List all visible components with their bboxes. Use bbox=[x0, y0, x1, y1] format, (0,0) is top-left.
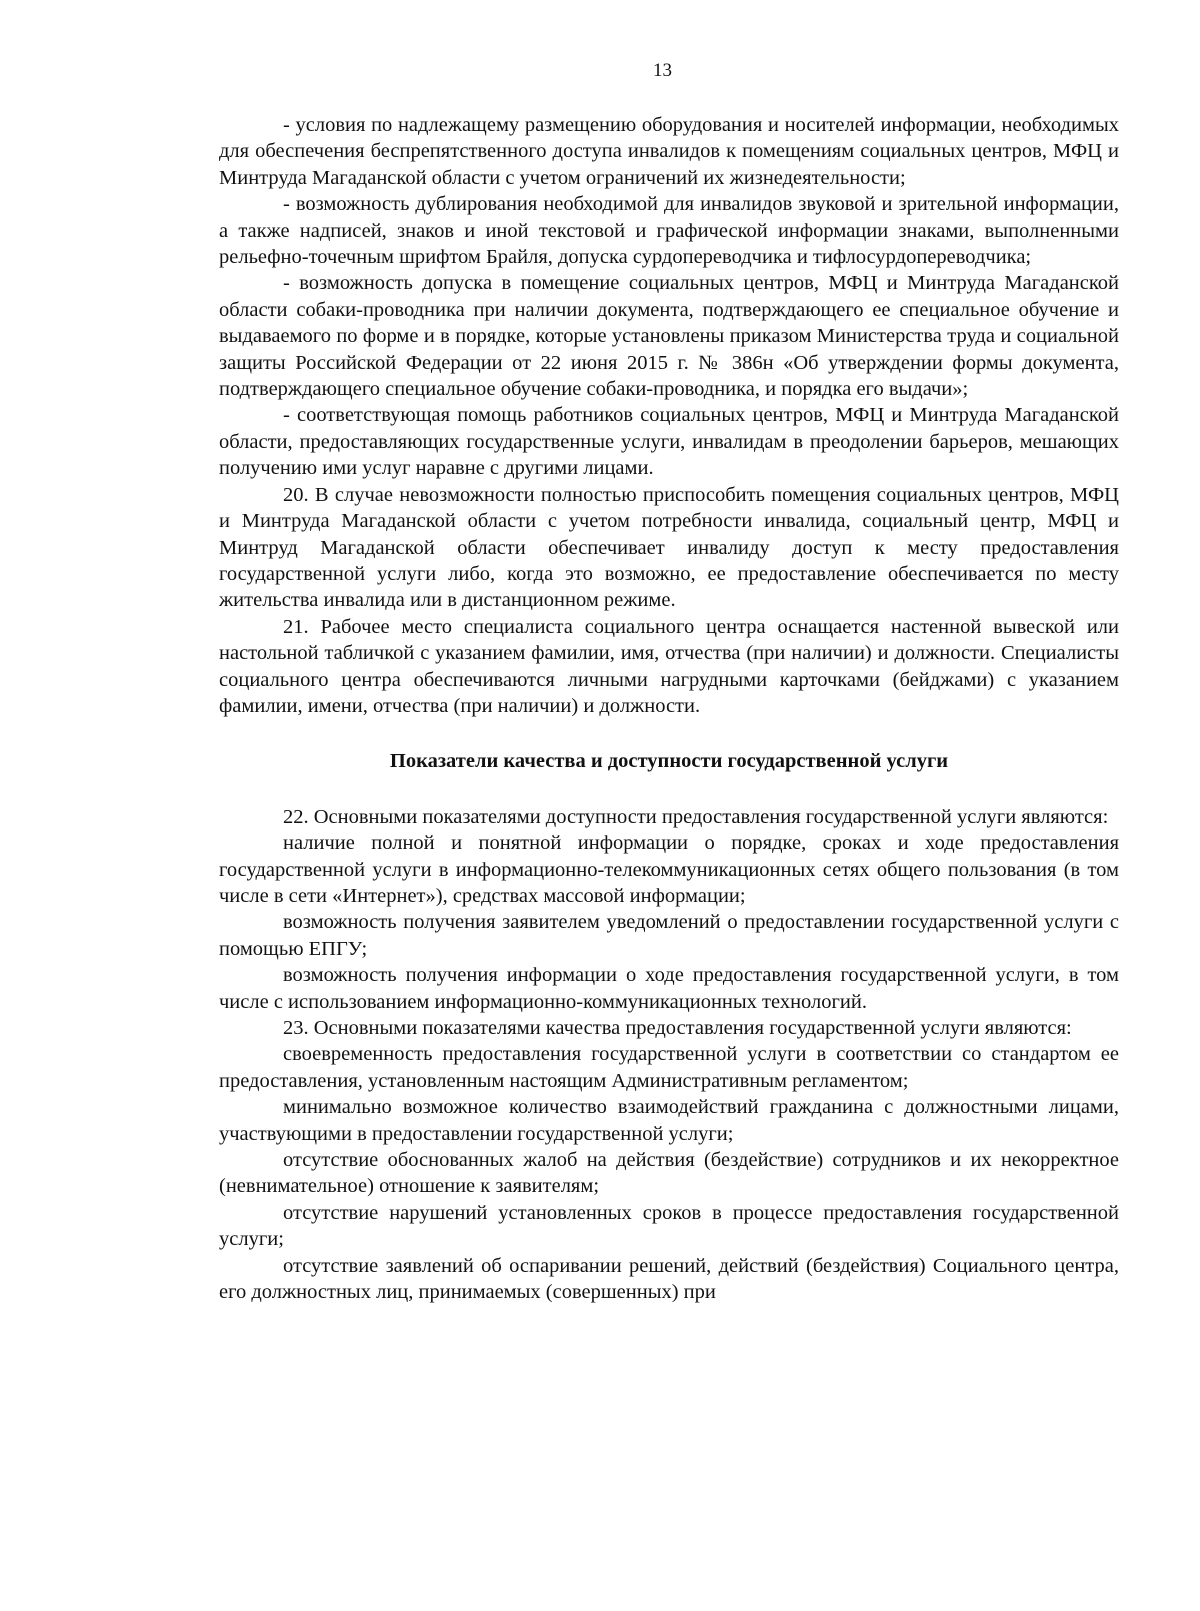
paragraph-timeliness: своевременность предоставления государственной услуги в соответствии со стандартом ее предоставления, установленным настоящим Административным регламентом; bbox=[219, 1043, 1119, 1092]
paragraph-guide-dog: - возможность допуска в помещение социальных центров, МФЦ и Минтруда Магаданской области собаки-проводника при наличии документа, подтверждающего ее специальное обучение и выдаваемого по форме и в порядке, которые установлены приказом Министерства труда и социальной защиты Российской Федерации от 22 июня 2015 г. № 386н «Об утверждении формы документа, подтверждающего специальное обучение собаки-проводника, и порядка его выдачи»; bbox=[219, 272, 1119, 401]
paragraph-duplication-braille: - возможность дублирования необходимой для инвалидов звуковой и зрительной информации, а также надписей, знаков и иной текстовой и графической информации знаками, выполненными рельефно-точечным шрифтом Брайля, допуска сурдопереводчика и тифлосурдопереводчика; bbox=[219, 193, 1119, 269]
page-number: 13 bbox=[653, 60, 672, 81]
paragraph-progress-information: возможность получения информации о ходе предоставления государственной услуги, в том числе с использованием информационно-коммуникационных технологий. bbox=[219, 964, 1119, 1013]
document-body bbox=[219, 112, 1119, 1305]
section-heading: Показатели качества и доступности государственной услуги bbox=[389, 750, 949, 773]
paragraph-epgu-notifications: возможность получения заявителем уведомлений о предоставлении государственной услуги с помощью ЕПГУ; bbox=[219, 911, 1119, 960]
paragraph-item-20: 20. В случае невозможности полностью приспособить помещения социальных центров, МФЦ и Минтруда Магаданской области с учетом потребности инвалида, социальный центр, МФЦ и Минтруд Магаданской области обеспечивает инвалиду доступ к месту предоставления государственной услуги либо, когда это возможно, ее предоставление обеспечивается по месту жительства инвалида или в дистанционном режиме. bbox=[219, 483, 1119, 612]
paragraph-no-deadline-violations: отсутствие нарушений установленных сроков в процессе предоставления государственной услуги; bbox=[219, 1201, 1119, 1251]
paragraph-item-21: 21. Рабочее место специалиста социального центра оснащается настенной вывеской или настольной табличкой с указанием фамилии, имя, отчества (при наличии) и должности. Специалисты социального центра обеспечиваются личными нагрудными карточками (бейджами) с указанием фамилии, имени, отчества (при наличии) и должности. bbox=[219, 615, 1119, 717]
paragraph-full-information: наличие полной и понятной информации о порядке, сроках и ходе предоставления государственной услуги в информационно-телекоммуникационных сетях общего пользования (в том числе в сети «Интернет»), средствах массовой информации; bbox=[219, 832, 1119, 907]
paragraph-item-22: 22. Основными показателями доступности предоставления государственной услуги являются: bbox=[283, 805, 1109, 828]
paragraph-item-23: 23. Основными показателями качества предоставления государственной услуги являются: bbox=[283, 1017, 1072, 1039]
paragraph-placement-conditions: - условия по надлежащему размещению оборудования и носителей информации, необходимых для обеспечения беспрепятственного доступа инвалидов к помещениям социальных центров, МФЦ и Минтруда Магаданской области с учетом ограничений их жизнедеятельности; bbox=[219, 114, 1119, 189]
paragraph-no-appeals: отсутствие заявлений об оспаривании решений, действий (бездействия) Социального центра, его должностных лиц, принимаемых (совершенных) при bbox=[219, 1254, 1119, 1304]
paragraph-staff-assistance: - соответствующая помощь работников социальных центров, МФЦ и Минтруда Магаданской области, предоставляющих государственные услуги, инвалидам в преодолении барьеров, мешающих получению ими услуг наравне с другими лицами. bbox=[219, 404, 1119, 480]
paragraph-no-complaints: отсутствие обоснованных жалоб на действия (бездействие) сотрудников и их некорректное (невнимательное) отношение к заявителям; bbox=[219, 1149, 1119, 1198]
paragraph-minimal-interactions: минимально возможное количество взаимодействий гражданина с должностными лицами, участвующими в предоставлении государственной услуги; bbox=[219, 1096, 1119, 1145]
